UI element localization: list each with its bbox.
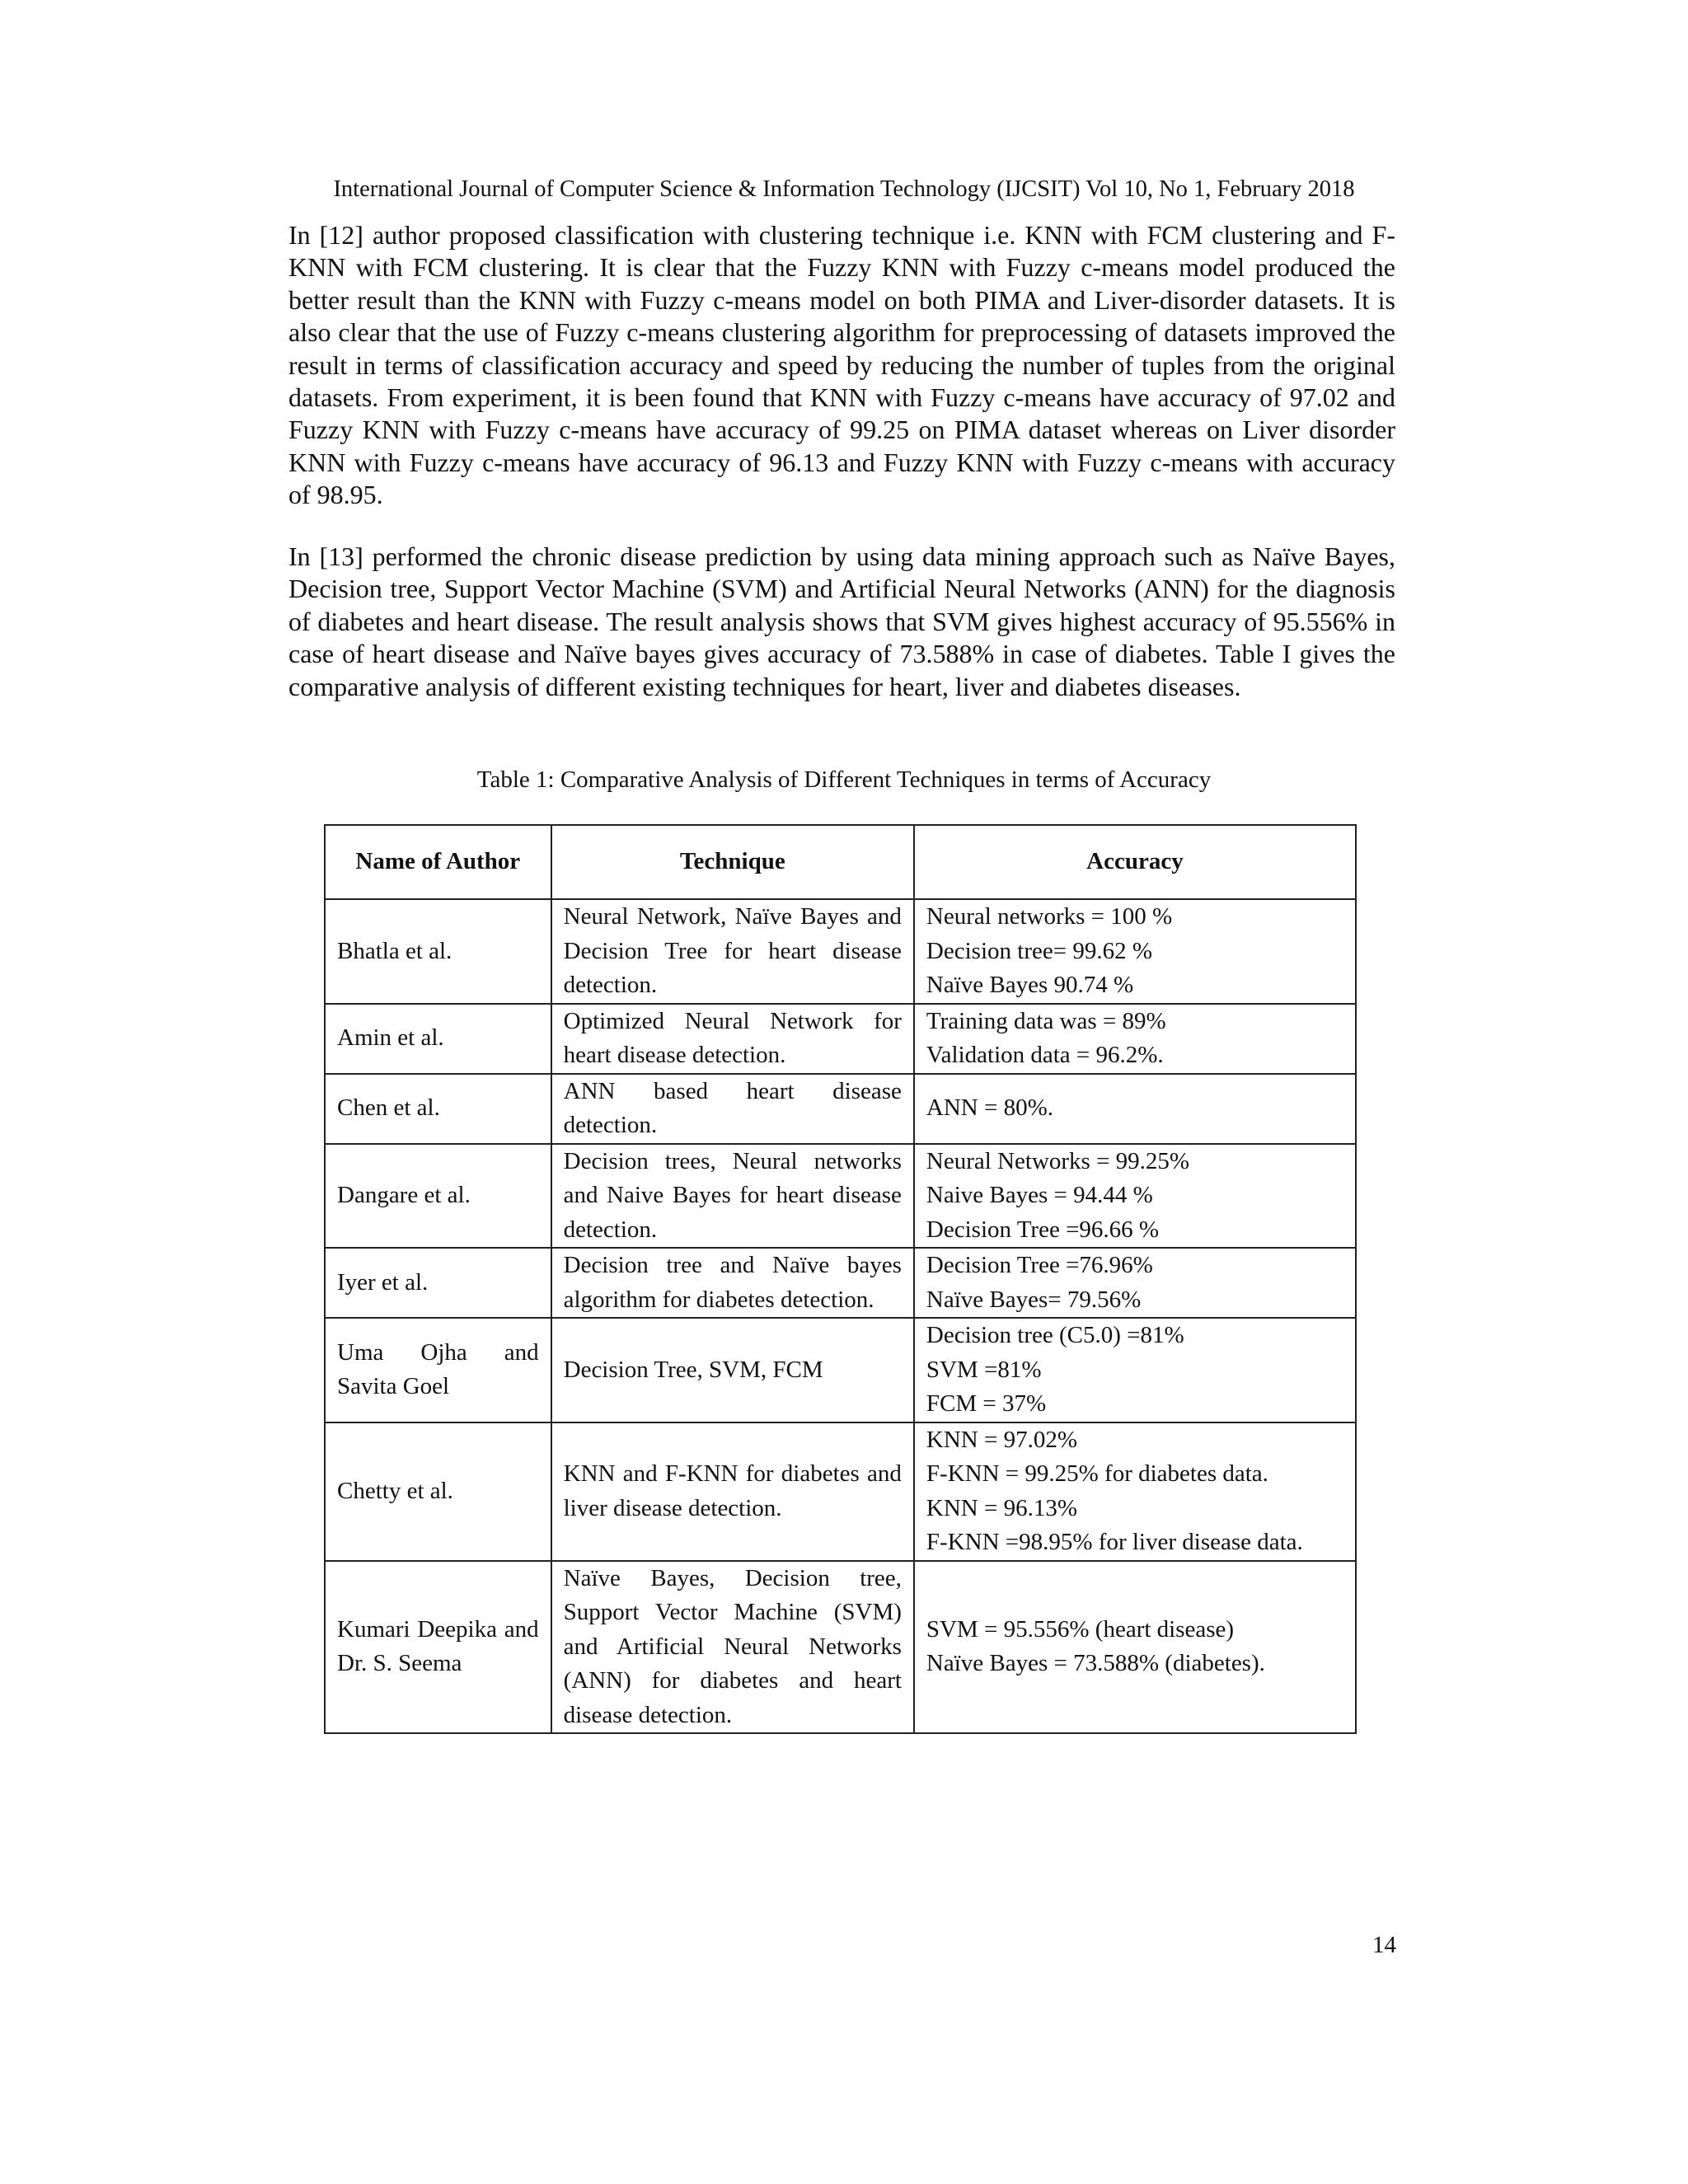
technique-cell: Naïve Bayes, Decision tree, Support Vector Machine (SVM) and Artificial Neural Networks (ANN) for diabetes and heart disease detection. bbox=[551, 1561, 914, 1734]
accuracy-line: KNN = 96.13% bbox=[926, 1494, 1078, 1521]
author-cell: Chen et al. bbox=[325, 1074, 551, 1144]
technique-cell: ANN based heart disease detection. bbox=[551, 1074, 914, 1144]
author-cell: Uma Ojha and Savita Goel bbox=[325, 1318, 551, 1422]
body-paragraph: In [12] author proposed classification with clustering technique i.e. KNN with FCM clustering and F-KNN with FCM clustering. It is clear that the Fuzzy KNN with Fuzzy c-means model produced the better result than the KNN with Fuzzy c-means model on both PIMA and Liver-disorder datasets. It is also clear that the use of Fuzzy c-means clustering algorithm for preprocessing of datasets improved the result in terms of classification accuracy and speed by reducing the number of tuples from the original datasets. From experiment, it is been found that KNN with Fuzzy c-means have accuracy of 97.02 and Fuzzy KNN with Fuzzy c-means have accuracy of 99.25 on PIMA dataset whereas on Liver disorder KNN with Fuzzy c-means have accuracy of 96.13 and Fuzzy KNN with Fuzzy c-means with accuracy of 98.95. bbox=[288, 220, 1395, 510]
author-cell: Bhatla et al. bbox=[325, 899, 551, 1004]
accuracy-cell bbox=[914, 1004, 1356, 1074]
accuracy-line: F-KNN =98.95% for liver disease data. bbox=[926, 1529, 1303, 1555]
table-row bbox=[325, 1561, 1356, 1734]
accuracy-line: Naïve Bayes 90.74 % bbox=[926, 972, 1134, 998]
accuracy-cell bbox=[914, 1561, 1356, 1734]
technique-cell: Decision Tree, SVM, FCM bbox=[551, 1318, 914, 1422]
header-author: Name of Author bbox=[325, 825, 551, 899]
table-row bbox=[325, 1318, 1356, 1422]
author-cell: Chetty et al. bbox=[325, 1422, 551, 1561]
page-number: 14 bbox=[1372, 1932, 1396, 1958]
accuracy-cell bbox=[914, 899, 1356, 1004]
technique-cell: Decision tree and Naïve bayes algorithm for diabetes detection. bbox=[551, 1248, 914, 1318]
accuracy-cell bbox=[914, 1318, 1356, 1422]
table-header-row bbox=[325, 825, 1356, 899]
running-header: International Journal of Computer Science & Information Technology (IJCSIT) Vol 10, No 1, February 2018 bbox=[333, 176, 1355, 202]
comparison-table bbox=[324, 824, 1357, 1734]
author-cell: Iyer et al. bbox=[325, 1248, 551, 1318]
table-row bbox=[325, 899, 1356, 1004]
table-row bbox=[325, 1248, 1356, 1318]
accuracy-line: Naïve Bayes = 73.588% (diabetes). bbox=[926, 1650, 1265, 1677]
accuracy-cell bbox=[914, 1422, 1356, 1561]
accuracy-line: Decision tree (C5.0) =81% bbox=[926, 1322, 1184, 1348]
body-paragraph: In [13] performed the chronic disease prediction by using data mining approach such as Naïve Bayes, Decision tree, Support Vector Machine (SVM) and Artificial Neural Networks (ANN) for the diagnosis of diabetes and heart disease. The result analysis shows that SVM gives highest accuracy of 95.556% in case of heart disease and Naïve bayes gives accuracy of 73.588% in case of diabetes. Table I gives the comparative analysis of different existing techniques for heart, liver and diabetes diseases. bbox=[288, 541, 1395, 701]
header-accuracy: Accuracy bbox=[914, 825, 1356, 899]
header-technique: Technique bbox=[551, 825, 914, 899]
accuracy-line: F-KNN = 99.25% for diabetes data. bbox=[926, 1460, 1268, 1487]
accuracy-line: Decision Tree =76.96% bbox=[926, 1252, 1153, 1278]
accuracy-line: SVM =81% bbox=[926, 1356, 1042, 1383]
accuracy-line: Naïve Bayes= 79.56% bbox=[926, 1286, 1142, 1313]
accuracy-cell bbox=[914, 1074, 1356, 1144]
accuracy-line: KNN = 97.02% bbox=[926, 1426, 1078, 1453]
technique-cell: Neural Network, Naïve Bayes and Decision Tree for heart disease detection. bbox=[551, 899, 914, 1004]
accuracy-line: FCM = 37% bbox=[926, 1390, 1047, 1417]
accuracy-line: Neural networks = 100 % bbox=[926, 903, 1173, 930]
technique-cell: Decision trees, Neural networks and Naive Bayes for heart disease detection. bbox=[551, 1144, 914, 1249]
table-row bbox=[325, 1422, 1356, 1561]
accuracy-line: SVM = 95.556% (heart disease) bbox=[926, 1615, 1235, 1643]
technique-cell: KNN and F-KNN for diabetes and liver disease detection. bbox=[551, 1422, 914, 1561]
accuracy-line: Validation data = 96.2%. bbox=[926, 1042, 1164, 1068]
table-row bbox=[325, 1144, 1356, 1249]
table-row bbox=[325, 1074, 1356, 1144]
accuracy-line: Naive Bayes = 94.44 % bbox=[926, 1182, 1153, 1208]
technique-cell: Optimized Neural Network for heart disease detection. bbox=[551, 1004, 914, 1074]
author-cell: Kumari Deepika and Dr. S. Seema bbox=[325, 1561, 551, 1734]
accuracy-line: Training data was = 89% bbox=[926, 1007, 1166, 1034]
accuracy-cell bbox=[914, 1248, 1356, 1318]
author-cell: Amin et al. bbox=[325, 1004, 551, 1074]
table-caption: Table 1: Comparative Analysis of Different Techniques in terms of Accuracy bbox=[476, 766, 1212, 793]
accuracy-line: Neural Networks = 99.25% bbox=[926, 1147, 1190, 1174]
accuracy-line: ANN = 80%. bbox=[926, 1094, 1054, 1122]
author-cell: Dangare et al. bbox=[325, 1144, 551, 1249]
accuracy-line: Decision tree= 99.62 % bbox=[926, 937, 1152, 964]
accuracy-cell bbox=[914, 1144, 1356, 1249]
table-row bbox=[325, 1004, 1356, 1074]
accuracy-line: Decision Tree =96.66 % bbox=[926, 1216, 1160, 1243]
